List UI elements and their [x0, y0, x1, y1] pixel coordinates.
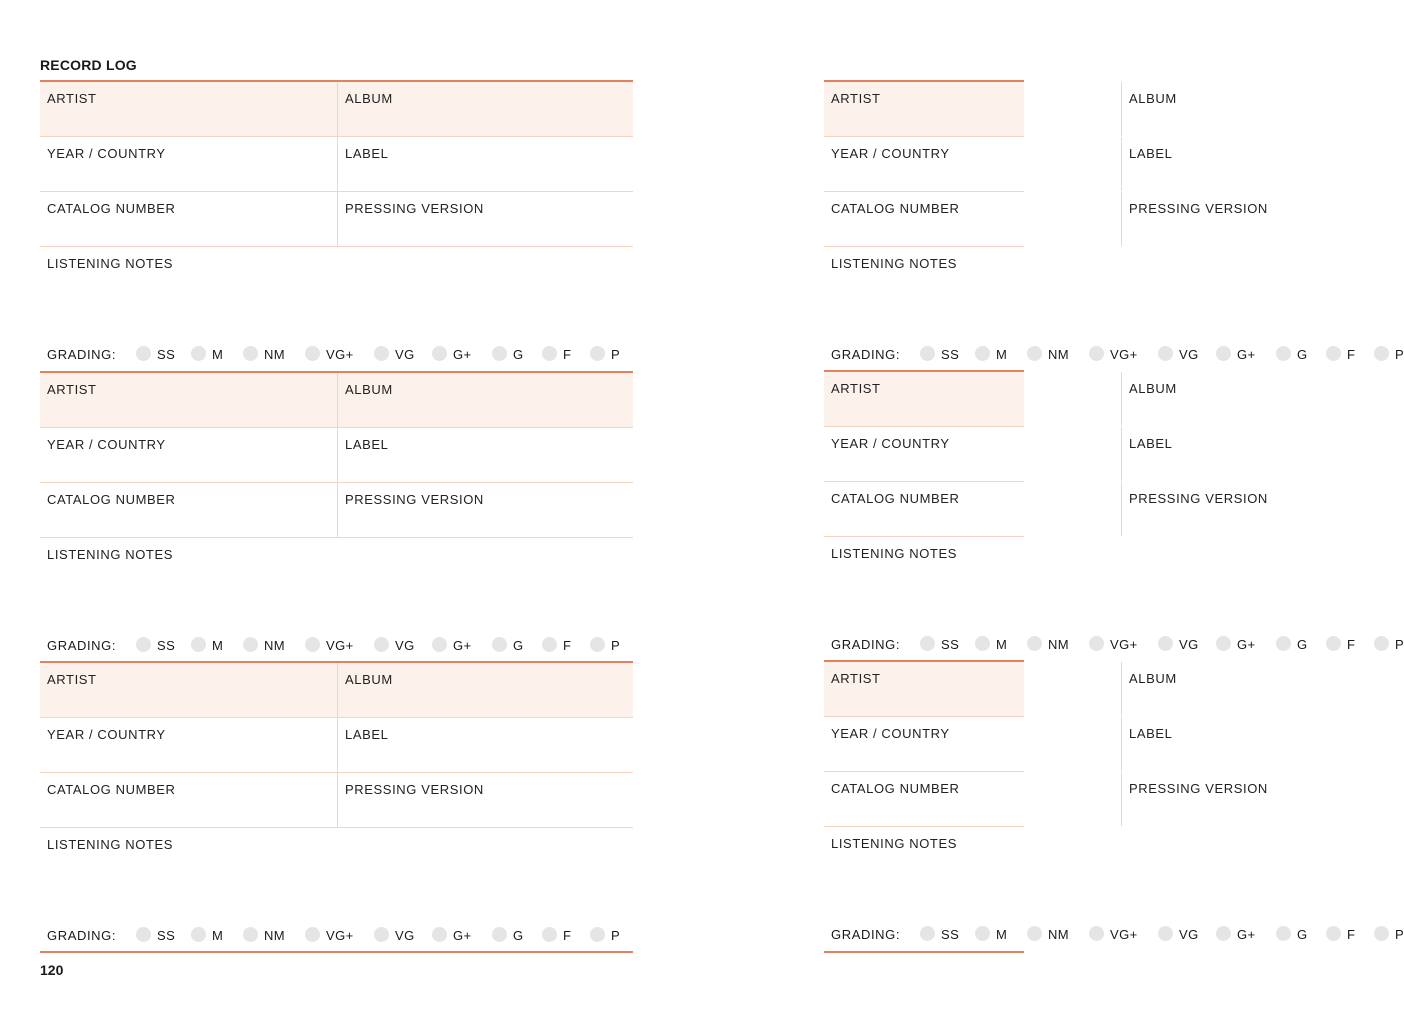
- grading-row: [40, 627, 633, 662]
- pressing-version-field[interactable]: [337, 192, 633, 246]
- album-field[interactable]: [1121, 82, 1177, 136]
- pressing-version-label: PRESSING VERSION: [1129, 781, 1268, 796]
- pressing-version-field[interactable]: [1121, 482, 1268, 536]
- grade-label: G+: [453, 347, 472, 362]
- bottom-rule: [40, 951, 633, 953]
- record-label-label: LABEL: [345, 727, 389, 742]
- record-label-field[interactable]: [337, 137, 633, 191]
- catalog-number-label: CATALOG NUMBER: [831, 781, 960, 796]
- listening-notes-label: LISTENING NOTES: [47, 837, 174, 852]
- record-label-field[interactable]: [337, 718, 633, 772]
- grade-label: P: [611, 638, 621, 653]
- catalog-pressing-row: [824, 772, 1268, 827]
- grading-row: [824, 626, 1404, 661]
- artist-label: ARTIST: [831, 91, 881, 106]
- catalog-pressing-row: [40, 483, 633, 538]
- grade-label: F: [1347, 637, 1356, 652]
- album-field[interactable]: [1121, 662, 1177, 716]
- grade-label: NM: [1048, 347, 1070, 362]
- listening-notes-field[interactable]: [40, 538, 633, 627]
- grade-label: G: [1297, 347, 1308, 362]
- grade-label: SS: [157, 928, 176, 943]
- grade-label: G+: [453, 928, 472, 943]
- grade-radio-bubble[interactable]: [975, 926, 990, 941]
- artist-field[interactable]: [40, 373, 337, 427]
- grade-label: SS: [157, 638, 176, 653]
- record-label-field[interactable]: [1121, 137, 1173, 191]
- catalog-number-field[interactable]: [824, 482, 1121, 536]
- grade-radio-bubble[interactable]: [243, 927, 258, 942]
- year-country-label: YEAR / COUNTRY: [831, 436, 950, 451]
- grade-label: VG: [395, 347, 415, 362]
- year-country-field[interactable]: [824, 717, 1121, 771]
- grade-radio-bubble[interactable]: [542, 346, 557, 361]
- year-country-label: YEAR / COUNTRY: [47, 727, 166, 742]
- pressing-version-label: PRESSING VERSION: [1129, 201, 1268, 216]
- record-label-label: LABEL: [1129, 436, 1173, 451]
- artist-album-row: [40, 373, 633, 428]
- grade-radio-bubble[interactable]: [374, 346, 389, 361]
- album-label: ALBUM: [1129, 91, 1177, 106]
- album-label: ALBUM: [345, 382, 393, 397]
- grade-radio-bubble[interactable]: [136, 637, 151, 652]
- grading-row: [824, 336, 1404, 371]
- grade-radio-bubble[interactable]: [1216, 636, 1231, 651]
- listening-notes-row: [824, 537, 1024, 626]
- listening-notes-field[interactable]: [824, 537, 1024, 626]
- grade-label: P: [1395, 927, 1404, 942]
- grade-radio-bubble[interactable]: [1326, 636, 1341, 651]
- artist-label: ARTIST: [47, 91, 97, 106]
- grade-label: VG: [395, 638, 415, 653]
- grade-radio-bubble[interactable]: [1089, 636, 1104, 651]
- grade-radio-bubble[interactable]: [432, 346, 447, 361]
- grade-radio-bubble[interactable]: [1089, 926, 1104, 941]
- year-country-label: YEAR / COUNTRY: [831, 146, 950, 161]
- grading-label: GRADING:: [831, 637, 901, 652]
- record-label-label: LABEL: [1129, 146, 1173, 161]
- grade-label: M: [996, 347, 1008, 362]
- pressing-version-label: PRESSING VERSION: [1129, 491, 1268, 506]
- artist-label: ARTIST: [47, 672, 97, 687]
- catalog-pressing-row: [40, 192, 633, 247]
- year-label-row: [40, 718, 633, 773]
- grade-radio-bubble[interactable]: [542, 637, 557, 652]
- year-label-row: [824, 427, 1173, 482]
- grade-radio-bubble[interactable]: [1374, 926, 1389, 941]
- record-entry-card: [40, 80, 633, 371]
- artist-label: ARTIST: [47, 382, 97, 397]
- listening-notes-field[interactable]: [40, 247, 633, 336]
- grade-label: G: [1297, 637, 1308, 652]
- record-entry-card: [824, 370, 1404, 661]
- grade-label: G: [513, 347, 524, 362]
- listening-notes-label: LISTENING NOTES: [47, 256, 174, 271]
- artist-field[interactable]: [40, 663, 337, 717]
- grade-label: SS: [941, 637, 960, 652]
- grade-radio-bubble[interactable]: [1158, 346, 1173, 361]
- year-country-label: YEAR / COUNTRY: [47, 146, 166, 161]
- grade-label: VG: [1179, 927, 1199, 942]
- grade-label: NM: [1048, 927, 1070, 942]
- grade-radio-bubble[interactable]: [492, 637, 507, 652]
- artist-label: ARTIST: [831, 671, 881, 686]
- grade-label: G+: [1237, 637, 1256, 652]
- grade-radio-bubble[interactable]: [920, 926, 935, 941]
- artist-field[interactable]: [824, 662, 1121, 716]
- grade-radio-bubble[interactable]: [191, 637, 206, 652]
- year-country-field[interactable]: [40, 718, 337, 772]
- grade-label: NM: [264, 638, 286, 653]
- listening-notes-row: [40, 247, 633, 336]
- grade-label: VG+: [326, 928, 354, 943]
- grade-label: G: [513, 928, 524, 943]
- grade-radio-bubble[interactable]: [492, 346, 507, 361]
- grading-label: GRADING:: [47, 638, 117, 653]
- grade-radio-bubble[interactable]: [975, 346, 990, 361]
- grading-row: [40, 336, 633, 371]
- pressing-version-field[interactable]: [1121, 772, 1268, 826]
- grade-label: P: [1395, 347, 1404, 362]
- pressing-version-label: PRESSING VERSION: [345, 782, 484, 797]
- catalog-number-label: CATALOG NUMBER: [831, 491, 960, 506]
- album-field[interactable]: [1121, 372, 1177, 426]
- grade-label: M: [212, 638, 224, 653]
- grade-label: G+: [1237, 347, 1256, 362]
- catalog-pressing-row: [824, 482, 1268, 537]
- grade-radio-bubble[interactable]: [374, 637, 389, 652]
- record-label-label: LABEL: [345, 146, 389, 161]
- artist-label: ARTIST: [831, 381, 881, 396]
- catalog-number-field[interactable]: [824, 192, 1121, 246]
- record-entry-card: [40, 661, 633, 952]
- artist-field[interactable]: [824, 372, 1121, 426]
- artist-album-row: [824, 372, 1177, 427]
- grade-label: G+: [453, 638, 472, 653]
- listening-notes-label: LISTENING NOTES: [831, 546, 958, 561]
- grading-label: GRADING:: [831, 927, 901, 942]
- grade-radio-bubble[interactable]: [1027, 636, 1042, 651]
- pressing-version-field[interactable]: [337, 483, 633, 537]
- catalog-number-label: CATALOG NUMBER: [47, 782, 176, 797]
- grade-label: NM: [1048, 637, 1070, 652]
- album-label: ALBUM: [345, 672, 393, 687]
- grade-label: G+: [1237, 927, 1256, 942]
- catalog-number-field[interactable]: [824, 772, 1121, 826]
- grade-radio-bubble[interactable]: [1276, 346, 1291, 361]
- grade-label: SS: [941, 927, 960, 942]
- listening-notes-label: LISTENING NOTES: [831, 256, 958, 271]
- pressing-version-label: PRESSING VERSION: [345, 492, 484, 507]
- catalog-number-label: CATALOG NUMBER: [831, 201, 960, 216]
- year-label-row: [824, 717, 1173, 772]
- listening-notes-label: LISTENING NOTES: [831, 836, 958, 851]
- grade-label: M: [212, 928, 224, 943]
- grade-radio-bubble[interactable]: [542, 927, 557, 942]
- grade-radio-bubble[interactable]: [1089, 346, 1104, 361]
- pressing-version-field[interactable]: [1121, 192, 1268, 246]
- grade-radio-bubble[interactable]: [590, 346, 605, 361]
- grade-radio-bubble[interactable]: [243, 346, 258, 361]
- grade-radio-bubble[interactable]: [191, 346, 206, 361]
- grade-label: F: [563, 347, 572, 362]
- grade-radio-bubble[interactable]: [1374, 636, 1389, 651]
- catalog-number-label: CATALOG NUMBER: [47, 201, 176, 216]
- artist-field[interactable]: [824, 82, 1121, 136]
- artist-album-row: [40, 663, 633, 718]
- grade-radio-bubble[interactable]: [374, 927, 389, 942]
- grading-label: GRADING:: [831, 347, 901, 362]
- grading-label: GRADING:: [47, 347, 117, 362]
- catalog-number-label: CATALOG NUMBER: [47, 492, 176, 507]
- listening-notes-label: LISTENING NOTES: [47, 547, 174, 562]
- listening-notes-row: [824, 247, 1024, 336]
- catalog-pressing-row: [824, 192, 1268, 247]
- grade-radio-bubble[interactable]: [1326, 926, 1341, 941]
- record-entry-card: [824, 660, 1404, 951]
- catalog-number-field[interactable]: [40, 192, 337, 246]
- grade-label: VG+: [1110, 637, 1138, 652]
- grade-label: SS: [941, 347, 960, 362]
- grade-label: M: [996, 637, 1008, 652]
- record-label-field[interactable]: [1121, 427, 1173, 481]
- grade-radio-bubble[interactable]: [975, 636, 990, 651]
- grade-label: VG: [1179, 637, 1199, 652]
- listening-notes-row: [824, 827, 1024, 916]
- grade-label: F: [1347, 927, 1356, 942]
- grade-radio-bubble[interactable]: [1027, 346, 1042, 361]
- grade-radio-bubble[interactable]: [1276, 926, 1291, 941]
- grade-label: VG: [1179, 347, 1199, 362]
- album-field[interactable]: [337, 373, 633, 427]
- grade-label: NM: [264, 347, 286, 362]
- grade-label: F: [1347, 347, 1356, 362]
- grade-label: G: [513, 638, 524, 653]
- grade-radio-bubble[interactable]: [305, 637, 320, 652]
- artist-album-row: [824, 662, 1177, 717]
- year-label-row: [824, 137, 1173, 192]
- grade-radio-bubble[interactable]: [920, 346, 935, 361]
- grading-row: [824, 916, 1404, 951]
- listening-notes-row: [40, 828, 633, 917]
- grade-radio-bubble[interactable]: [1326, 346, 1341, 361]
- grade-radio-bubble[interactable]: [243, 637, 258, 652]
- catalog-number-field[interactable]: [40, 483, 337, 537]
- grade-radio-bubble[interactable]: [191, 927, 206, 942]
- grade-label: F: [563, 638, 572, 653]
- grade-radio-bubble[interactable]: [1276, 636, 1291, 651]
- grade-label: P: [1395, 637, 1404, 652]
- grade-label: VG+: [1110, 927, 1138, 942]
- page-title: RECORD LOG: [40, 57, 137, 73]
- grade-label: P: [611, 347, 621, 362]
- grade-radio-bubble[interactable]: [432, 637, 447, 652]
- album-label: ALBUM: [1129, 671, 1177, 686]
- grade-radio-bubble[interactable]: [136, 346, 151, 361]
- grade-label: VG: [395, 928, 415, 943]
- artist-album-row: [824, 82, 1177, 137]
- grade-radio-bubble[interactable]: [1158, 926, 1173, 941]
- record-entry-card: [40, 371, 633, 662]
- grade-radio-bubble[interactable]: [1374, 346, 1389, 361]
- pressing-version-field[interactable]: [337, 773, 633, 827]
- bottom-rule: [824, 951, 1024, 953]
- pressing-version-label: PRESSING VERSION: [345, 201, 484, 216]
- album-label: ALBUM: [345, 91, 393, 106]
- album-field[interactable]: [337, 663, 633, 717]
- grade-radio-bubble[interactable]: [1027, 926, 1042, 941]
- album-field[interactable]: [337, 82, 633, 136]
- year-country-field[interactable]: [824, 137, 1121, 191]
- grade-label: NM: [264, 928, 286, 943]
- grading-label: GRADING:: [47, 928, 117, 943]
- listening-notes-row: [40, 538, 633, 627]
- record-entry-card: [824, 80, 1404, 371]
- grade-label: VG+: [326, 638, 354, 653]
- catalog-pressing-row: [40, 773, 633, 828]
- grade-radio-bubble[interactable]: [305, 927, 320, 942]
- artist-field[interactable]: [40, 82, 337, 136]
- year-country-field[interactable]: [40, 137, 337, 191]
- grade-label: VG+: [326, 347, 354, 362]
- listening-notes-field[interactable]: [824, 827, 1024, 916]
- year-label-row: [40, 428, 633, 483]
- grade-radio-bubble[interactable]: [1216, 346, 1231, 361]
- year-country-field[interactable]: [40, 428, 337, 482]
- grade-radio-bubble[interactable]: [1216, 926, 1231, 941]
- grade-radio-bubble[interactable]: [590, 927, 605, 942]
- grade-radio-bubble[interactable]: [492, 927, 507, 942]
- grade-label: VG+: [1110, 347, 1138, 362]
- grade-radio-bubble[interactable]: [1158, 636, 1173, 651]
- grade-radio-bubble[interactable]: [136, 927, 151, 942]
- grade-radio-bubble[interactable]: [432, 927, 447, 942]
- grade-label: P: [611, 928, 621, 943]
- listening-notes-field[interactable]: [824, 247, 1024, 336]
- grade-label: G: [1297, 927, 1308, 942]
- grade-radio-bubble[interactable]: [305, 346, 320, 361]
- record-label-field[interactable]: [337, 428, 633, 482]
- grade-label: F: [563, 928, 572, 943]
- album-label: ALBUM: [1129, 381, 1177, 396]
- catalog-number-field[interactable]: [40, 773, 337, 827]
- page-number: 120: [40, 962, 64, 978]
- year-label-row: [40, 137, 633, 192]
- record-label-field[interactable]: [1121, 717, 1173, 771]
- record-label-label: LABEL: [345, 437, 389, 452]
- listening-notes-field[interactable]: [40, 828, 633, 917]
- grade-radio-bubble[interactable]: [590, 637, 605, 652]
- grading-row: [40, 917, 633, 952]
- artist-album-row: [40, 82, 633, 137]
- year-country-field[interactable]: [824, 427, 1121, 481]
- grade-radio-bubble[interactable]: [920, 636, 935, 651]
- grade-label: SS: [157, 347, 176, 362]
- grade-label: M: [996, 927, 1008, 942]
- grade-label: M: [212, 347, 224, 362]
- year-country-label: YEAR / COUNTRY: [47, 437, 166, 452]
- year-country-label: YEAR / COUNTRY: [831, 726, 950, 741]
- record-label-label: LABEL: [1129, 726, 1173, 741]
